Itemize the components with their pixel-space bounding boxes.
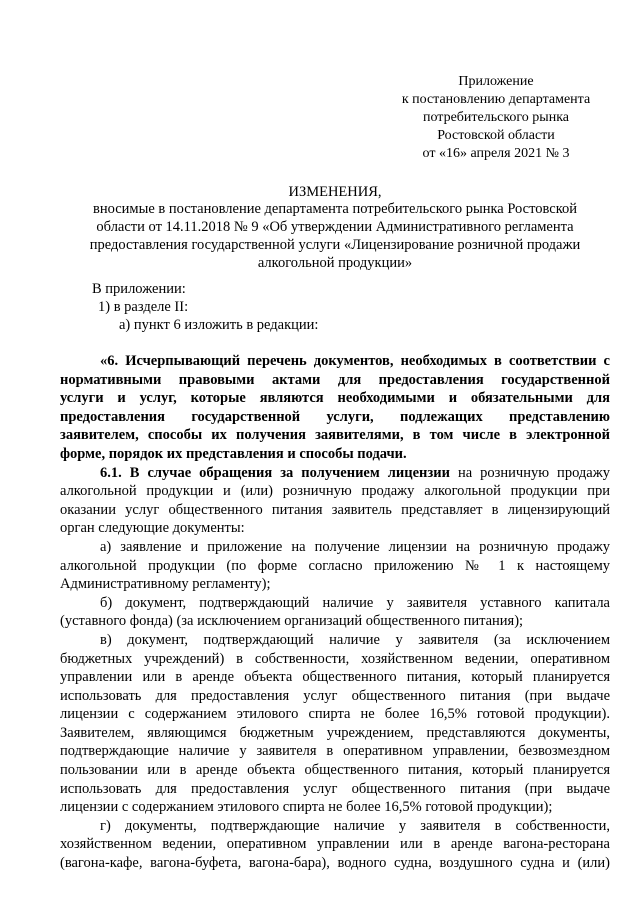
appendix-line: Приложение	[458, 74, 534, 89]
text-line: орган следующие документы:	[60, 520, 245, 537]
intro-line: а) пункт 6 изложить в редакции:	[119, 317, 319, 333]
appendix-line: к постановлению департамента	[401, 92, 591, 107]
intro-block	[92, 280, 318, 334]
text-line: г) документы, подтверждающие наличие у заявителя в собственности,	[100, 817, 610, 834]
appendix-line: потребительского рынка	[422, 110, 570, 125]
item-b	[60, 594, 610, 631]
text-line: лицензии с содержанием этилового спирта не более 16,5% готовой продукции);	[60, 799, 553, 816]
item-v	[60, 631, 610, 817]
text-line: бюджетных учреждений) в собственности, хозяйственном ведении, оперативном	[60, 650, 610, 667]
text-line: (уставного фонда) (за исключением организаций общественного питания);	[60, 613, 524, 630]
text-line: хозяйственном ведении, оперативном управлении или в аренде вагона-ресторана	[60, 836, 610, 853]
text-line: алкогольной продукции (по форме согласно приложению № 1 к настоящему	[60, 557, 610, 574]
paragraph-6-1-bold: 6.1. В случае обращения за получением лицензии	[100, 464, 450, 481]
appendix-line: от «16» апреля 2021 № 3	[422, 146, 570, 161]
document-body	[60, 352, 610, 873]
text-line: использовать для предоставления услуг общественного питания (при выдаче	[60, 780, 610, 797]
text-line: (вагона-кафе, вагона-буфета, вагона-бара), водного судна, воздушного судна и (или)	[60, 855, 610, 872]
subtitle-line: алкогольной продукции»	[257, 255, 413, 271]
subtitle-line: предоставления государственной услуги «Лицензирование розничной продажи	[89, 237, 581, 253]
text-line: а) заявление и приложение на получение лицензии на розничную продажу	[100, 538, 610, 555]
text-line: б) документ, подтверждающий наличие у заявителя уставного капитала	[100, 594, 610, 611]
text-line: заявителем, способы их получения заявителями, в том числе в электронной	[60, 427, 610, 444]
text-line: предоставления государственной услуги, подлежащих представлению	[60, 408, 610, 425]
text-line: управлении или в аренде объекта общественного питания, который планируется	[60, 669, 610, 686]
text-line: оказании услуг общественного питания заявитель представляет в лицензирующий	[60, 501, 610, 518]
text-line: в) документ, подтверждающий наличие у заявителя (за исключением	[100, 631, 610, 648]
text-line: пользовании или в аренде объекта общественного питания, который планируется	[60, 762, 610, 779]
text-line: подтверждающие наличие у заявителя в оперативном управлении, безвозмездном	[60, 743, 610, 760]
appendix-header	[390, 73, 602, 163]
item-a	[60, 538, 610, 594]
text-line: форме, порядок их представления и способы подачи.	[60, 445, 407, 462]
intro-line: В приложении:	[92, 281, 186, 297]
section-6-heading	[60, 352, 610, 464]
text-line: использовать для предоставления услуг общественного питания (при выдаче	[60, 687, 610, 704]
text-line: лицензии с содержанием этилового спирта не более 16,5% готовой продукции).	[60, 706, 610, 723]
text-line: услуги и услуг, которые являются необходимыми и обязательными для	[60, 390, 610, 407]
document-title: ИЗМЕНЕНИЯ,	[288, 184, 382, 200]
document-subtitle	[60, 200, 610, 272]
intro-line: 1) в разделе II:	[98, 299, 189, 315]
text-line: «6. Исчерпывающий перечень документов, необходимых в соответствии с	[100, 353, 610, 369]
text-line	[60, 464, 610, 483]
subtitle-line: вносимые в постановление департамента потребительского рынка Ростовской	[92, 201, 578, 217]
text-line: Заявителем, являющимся бюджетным учреждением, представляются документы,	[60, 724, 610, 741]
text-line: Административному регламенту);	[60, 576, 271, 593]
text-line: нормативными правовыми актами для предоставления государственной	[60, 371, 610, 388]
paragraph-6-1-rest: на розничную продажу	[449, 464, 610, 481]
appendix-line: Ростовской области	[437, 128, 555, 143]
item-g	[60, 817, 610, 873]
text-line: алкогольной продукции и (или) розничную продажу алкогольной продукции при	[60, 483, 610, 500]
paragraph-6-1	[60, 464, 610, 538]
subtitle-line: области от 14.11.2018 № 9 «Об утверждении Административного регламента	[96, 219, 574, 235]
